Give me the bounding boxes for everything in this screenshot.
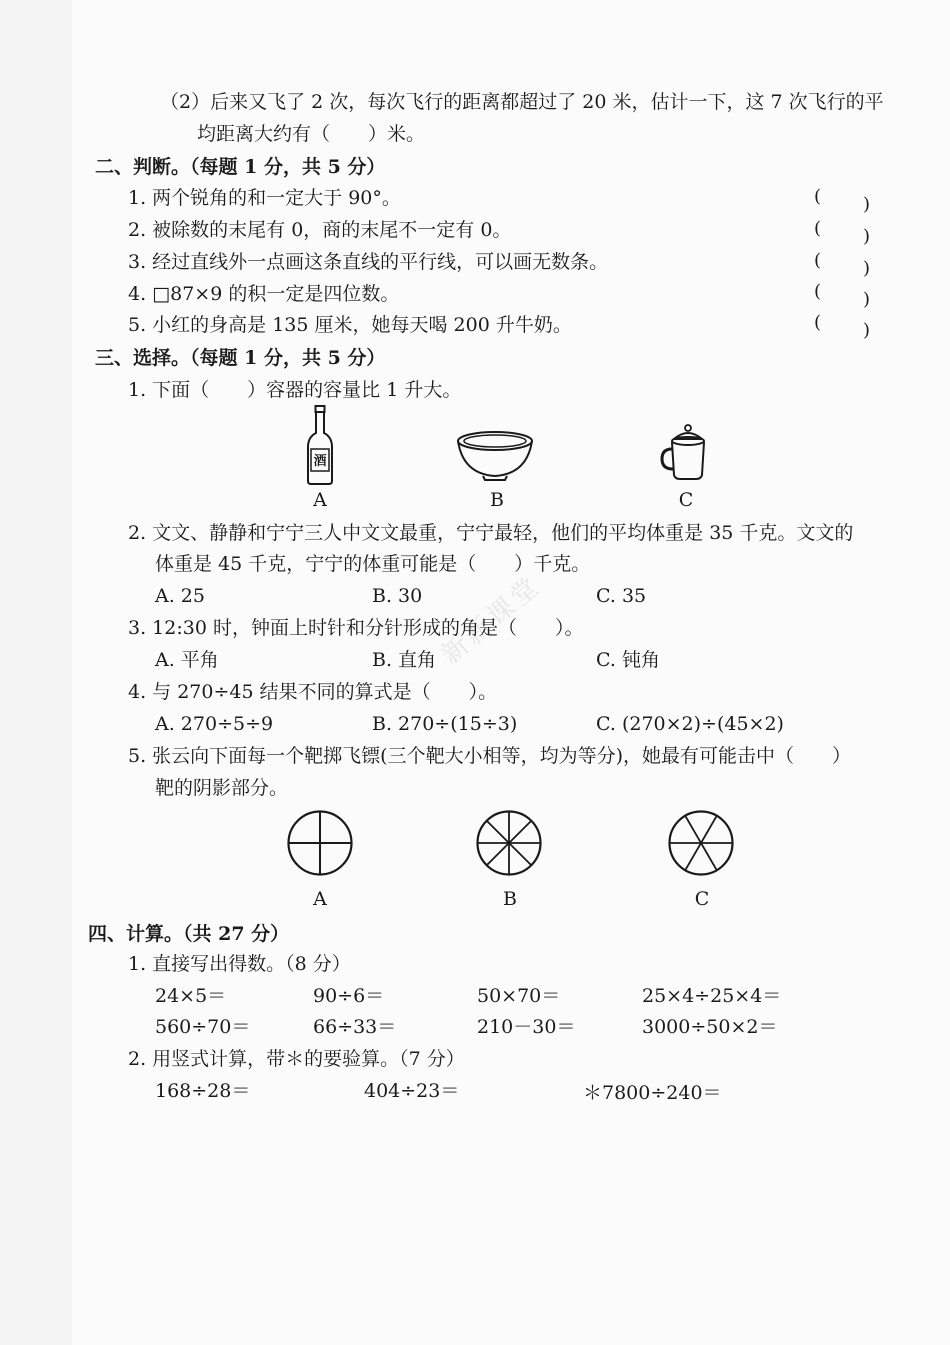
target-label-b: B	[503, 888, 517, 910]
target-b-eight-parts	[476, 810, 542, 876]
container-label-c: C	[678, 489, 694, 511]
choice-q4-option-c: C. (270×2)÷(45×2)	[596, 713, 784, 735]
bottle-icon	[300, 405, 340, 485]
vertical-calc-item: 404÷23＝	[364, 1080, 460, 1102]
judge-item-3: 3. 经过直线外一点画这条直线的平行线，可以画无数条。	[128, 251, 609, 273]
bowl-icon	[455, 430, 535, 482]
calc-item: 24×5＝	[155, 985, 227, 1007]
judge-item-2: 2. 被除数的末尾有 0，商的末尾不一定有 0。	[128, 219, 512, 241]
calc-item: 90÷6＝	[313, 985, 385, 1007]
answer-bracket-open-3: (	[814, 250, 822, 271]
judge-item-5: 5. 小红的身高是 135 厘米，她每天喝 200 升牛奶。	[128, 314, 572, 336]
choice-q2-option-b: B. 30	[372, 585, 423, 607]
answer-bracket-close-1: )	[863, 194, 871, 215]
choice-q4-text: 4. 与 270÷45 结果不同的算式是（ ）。	[128, 681, 498, 703]
choice-q4-option-b: B. 270÷(15÷3)	[372, 713, 518, 735]
answer-bracket-close-2: )	[863, 226, 871, 247]
calc-q1-title: 1. 直接写出得数。（8 分）	[128, 953, 351, 975]
question-part2-line2: 均距离大约有（ ）米。	[197, 123, 426, 145]
target-label-a: A	[313, 888, 327, 910]
judge-item-4: 4. □87×9 的积一定是四位数。	[128, 283, 400, 305]
bottle-label: 酒	[313, 454, 327, 469]
calc-q2-title: 2. 用竖式计算，带＊的要验算。（7 分）	[128, 1048, 465, 1070]
question-part2-line1: （2）后来又飞了 2 次，每次飞行的距离都超过了 20 米，估计一下，这 7 次飞行的平	[160, 91, 884, 113]
calc-item: 25×4÷25×4＝	[642, 985, 782, 1007]
judge-item-1: 1. 两个锐角的和一定大于 90°。	[128, 187, 401, 209]
choice-q1-text: 1. 下面（ ）容器的容量比 1 升大。	[128, 379, 462, 401]
vertical-calc-item: ＊7800÷240＝	[583, 1082, 722, 1104]
calc-item: 210－30＝	[477, 1016, 576, 1038]
calc-item: 50×70＝	[477, 985, 561, 1007]
choice-q3-option-c: C. 钝角	[596, 649, 660, 671]
container-label-a: A	[313, 489, 327, 511]
target-label-c: C	[694, 888, 710, 910]
choice-q2-option-c: C. 35	[596, 585, 647, 607]
calc-item: 560÷70＝	[155, 1016, 251, 1038]
target-c-six-parts	[668, 810, 734, 876]
target-a-four-parts	[287, 810, 353, 876]
answer-bracket-open-2: (	[814, 218, 822, 239]
choice-q2-line2: 体重是 45 千克，宁宁的体重可能是（ ）千克。	[155, 553, 591, 575]
answer-bracket-close-3: )	[863, 258, 871, 279]
vertical-calc-item: 168÷28＝	[155, 1080, 251, 1102]
calc-item: 3000÷50×2＝	[642, 1016, 778, 1038]
choice-q4-option-a: A. 270÷5÷9	[155, 713, 274, 735]
watermark: 新新课堂	[436, 570, 548, 671]
section-judge-heading: 二、判断。（每题 1 分，共 5 分）	[95, 156, 386, 178]
answer-bracket-open-4: (	[814, 281, 822, 302]
choice-q3-option-b: B. 直角	[372, 649, 437, 671]
choice-q3-text: 3. 12:30 时，钟面上时针和分针形成的角是（ ）。	[128, 617, 584, 639]
choice-q2-option-a: A. 25	[155, 585, 205, 607]
section-choice-heading: 三、选择。（每题 1 分，共 5 分）	[95, 347, 386, 369]
cup-icon	[660, 423, 715, 483]
answer-bracket-open-5: (	[814, 312, 822, 333]
answer-bracket-open-1: (	[814, 186, 822, 207]
choice-q5-line2: 靶的阴影部分。	[155, 777, 289, 799]
left-margin-band	[0, 0, 72, 1345]
calc-item: 66÷33＝	[313, 1016, 397, 1038]
choice-q2-line1: 2. 文文、静静和宁宁三人中文文最重，宁宁最轻，他们的平均体重是 35 千克。文文的	[128, 522, 854, 544]
choice-q5-line1: 5. 张云向下面每一个靶掷飞镖(三个靶大小相等，均为等分)，她最有可能击中（ ）	[128, 745, 851, 767]
container-label-b: B	[490, 489, 504, 511]
answer-bracket-close-5: )	[863, 320, 871, 341]
choice-q3-option-a: A. 平角	[155, 649, 219, 671]
section-calc-heading: 四、计算。（共 27 分）	[88, 923, 290, 945]
answer-bracket-close-4: )	[863, 289, 871, 310]
